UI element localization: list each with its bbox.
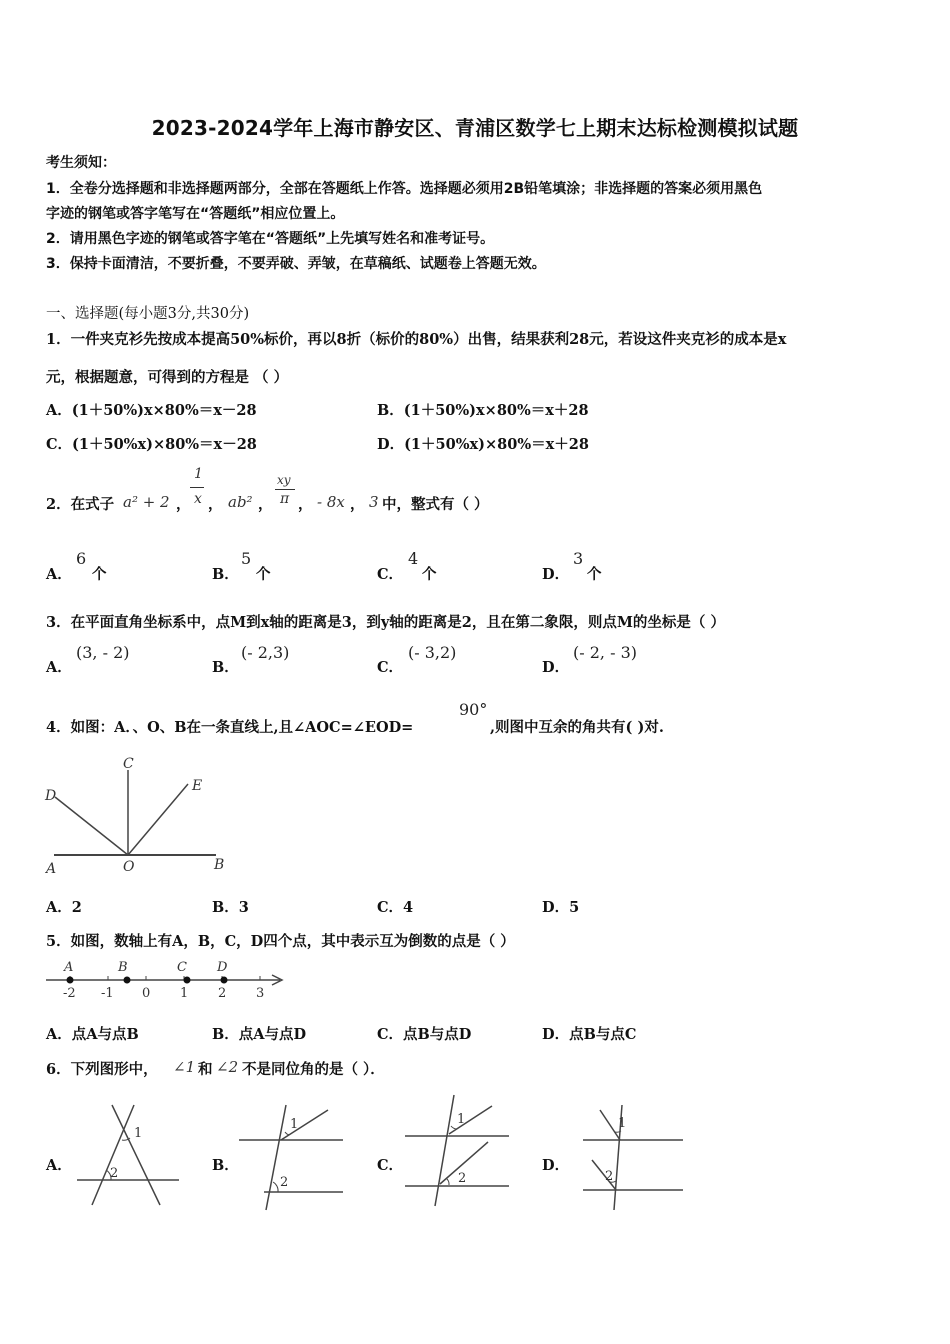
q6-stem-2: 不是同位角的是（ ）． <box>242 1061 385 1078</box>
q5-point-b-dot <box>124 977 131 984</box>
q5-point-c-dot <box>184 977 191 984</box>
q5-point-d-dot <box>221 977 228 984</box>
q5-stem: 5．如图，数轴上有A，B，C，D四个点，其中表示互为倒数的点是（ ） <box>46 933 515 950</box>
q1-option-c: C．(1＋50%x)×80%＝x－28 <box>46 436 257 453</box>
q6-figure-d <box>578 1100 690 1212</box>
q2-option-d-unit: 个 <box>587 566 602 583</box>
q2-frac2-bar <box>275 489 295 490</box>
notice-line-1b: 字迹的钢笔或答字笔写在“答题纸”相应位置上。 <box>46 206 345 222</box>
q3-option-d-value: (- 2, - 3) <box>573 643 637 662</box>
q2-suffix: 中，整式有（ ） <box>382 496 489 513</box>
q1-stem-2: 元，根据题意，可得到的方程是 （ ） <box>46 369 289 386</box>
q1-stem: 1．一件夹克衫先按成本提高50%标价，再以8折（标价的80%）出售，结果获利28元，若设这件夹克衫的成本是x <box>46 331 787 348</box>
q5-point-b: B <box>118 960 128 975</box>
q4-option-b: B．3 <box>212 899 249 916</box>
q4-stem: 4．如图：A．、O、B在一条直线上,且∠AOC=∠EOD= <box>46 719 414 736</box>
q3-option-c-value: (- 3,2) <box>408 643 457 662</box>
q4-stem-2: ,则图中互余的角共有( )对. <box>490 719 664 736</box>
q4-option-d: D．5 <box>542 899 580 916</box>
q4-label-b: B <box>214 857 225 873</box>
q5-point-d: D <box>217 960 228 975</box>
q6-and: 和 <box>198 1061 213 1078</box>
notice-heading: 考生须知： <box>46 155 116 171</box>
q5-tick-label: 1 <box>180 986 189 1001</box>
q2-sep-3: ， <box>258 496 273 513</box>
q2-expr-6: 3 <box>369 493 379 511</box>
q6-a-label-2: 2 <box>110 1166 119 1181</box>
q2-option-b-value: 5 <box>241 549 252 568</box>
q4-label-e: E <box>192 778 203 794</box>
q5-tick-label: -1 <box>101 986 114 1001</box>
q5-tick-label: 0 <box>142 986 151 1001</box>
q2-prefix: 2．在式子 <box>46 496 115 513</box>
q4-degree: 90° <box>459 700 488 719</box>
q5-point-a-dot <box>67 977 74 984</box>
q4-figure <box>40 752 240 877</box>
q2-expr-1: a² + 2 <box>123 493 170 511</box>
q6-b-label-2: 2 <box>280 1175 289 1190</box>
q6-c-label-2: 2 <box>458 1171 467 1186</box>
q2-option-d: D． <box>542 566 570 583</box>
q2-option-c-unit: 个 <box>422 566 437 583</box>
q5-tick-label: 2 <box>218 986 227 1001</box>
q2-option-b: B． <box>212 566 239 583</box>
q1-option-b: B．(1＋50%)x×80%＝x＋28 <box>377 402 589 419</box>
q6-figure-a <box>72 1100 184 1212</box>
q2-option-a-value: 6 <box>76 549 87 568</box>
q3-option-a-value: (3, - 2) <box>76 643 130 662</box>
page-title: 2023-2024学年上海市静安区、青浦区数学七上期末达标检测模拟试题 <box>151 116 799 140</box>
q2-frac1-num: 1 <box>194 466 203 482</box>
q6-d-label-2: 2 <box>605 1169 614 1184</box>
q6-figure-c <box>402 1090 514 1212</box>
section-heading: 一、选择题(每小题3分,共30分) <box>46 306 250 322</box>
q6-a-label-1: 1 <box>134 1126 143 1141</box>
q5-tick-label: 3 <box>256 986 265 1001</box>
q5-option-c: C．点B与点D <box>377 1026 472 1043</box>
q3-stem: 3．在平面直角坐标系中，点M到x轴的距离是3，到y轴的距离是2，且在第二象限，则点M的坐标是（ ） <box>46 614 725 631</box>
q2-option-c: C． <box>377 566 404 583</box>
q2-option-b-unit: 个 <box>256 566 271 583</box>
q6-d-label-1: 1 <box>618 1116 627 1131</box>
q6-b-label-1: 1 <box>290 1117 299 1132</box>
q6-option-a: A． <box>46 1157 72 1174</box>
q5-option-b: B．点A与点D <box>212 1026 307 1043</box>
q4-option-a: A．2 <box>46 899 82 916</box>
q2-expr-3: ab² <box>228 493 253 511</box>
q2-option-a-unit: 个 <box>92 566 107 583</box>
q3-option-b: B． <box>212 659 239 676</box>
q3-option-d: D． <box>542 659 570 676</box>
q5-tick-label: -2 <box>63 986 76 1001</box>
q2-sep-5: ， <box>350 496 365 513</box>
q2-frac2-num: xy <box>277 473 291 487</box>
q6-option-c: C． <box>377 1157 404 1174</box>
q6-angle-1: ∠1 <box>173 1058 196 1076</box>
q5-option-d: D．点B与点C <box>542 1026 637 1043</box>
q1-option-d: D．(1＋50%x)×80%＝x＋28 <box>377 436 589 453</box>
notice-line-2: 2．请用黑色字迹的钢笔或答字笔在“答题纸”上先填写姓名和准考证号。 <box>46 231 495 247</box>
q5-number-line <box>40 955 290 1005</box>
q2-sep-4: ， <box>298 496 313 513</box>
q2-frac1-bar <box>190 487 204 488</box>
q6-option-b: B． <box>212 1157 239 1174</box>
q4-label-c: C <box>123 756 134 772</box>
q2-expr-5: - 8x <box>317 493 345 511</box>
q4-option-c: C．4 <box>377 899 414 916</box>
q1-option-a: A．(1＋50%)x×80%＝x－28 <box>46 402 257 419</box>
q5-point-c: C <box>177 960 187 975</box>
q2-frac1-den: x <box>194 491 202 507</box>
q6-angle-2: ∠2 <box>216 1058 239 1076</box>
q6-c-label-1: 1 <box>457 1112 466 1127</box>
q2-option-c-value: 4 <box>408 549 419 568</box>
q5-option-a: A．点A与点B <box>46 1026 139 1043</box>
q2-sep-2: ， <box>208 496 223 513</box>
q4-label-a: A <box>46 861 57 877</box>
notice-line-1: 1．全卷分选择题和非选择题两部分，全部在答题纸上作答。选择题必须用2B铅笔填涂；非选择题的答案必须用黑色 <box>46 181 763 197</box>
q2-option-a: A． <box>46 566 72 583</box>
q6-option-d: D． <box>542 1157 570 1174</box>
q2-sep-1: ， <box>176 496 191 513</box>
q2-frac2-den: π <box>280 491 290 507</box>
notice-line-3: 3．保持卡面清洁，不要折叠，不要弄破、弄皱，在草稿纸、试题卷上答题无效。 <box>46 256 546 272</box>
q5-point-a: A <box>64 960 74 975</box>
q6-figure-b <box>236 1100 348 1212</box>
q4-label-o: O <box>123 859 135 875</box>
q3-option-b-value: (- 2,3) <box>241 643 290 662</box>
q3-option-a: A． <box>46 659 72 676</box>
q6-stem-1: 6．下列图形中， <box>46 1061 158 1078</box>
q2-option-d-value: 3 <box>573 549 584 568</box>
q3-option-c: C． <box>377 659 404 676</box>
q4-label-d: D <box>45 788 57 804</box>
